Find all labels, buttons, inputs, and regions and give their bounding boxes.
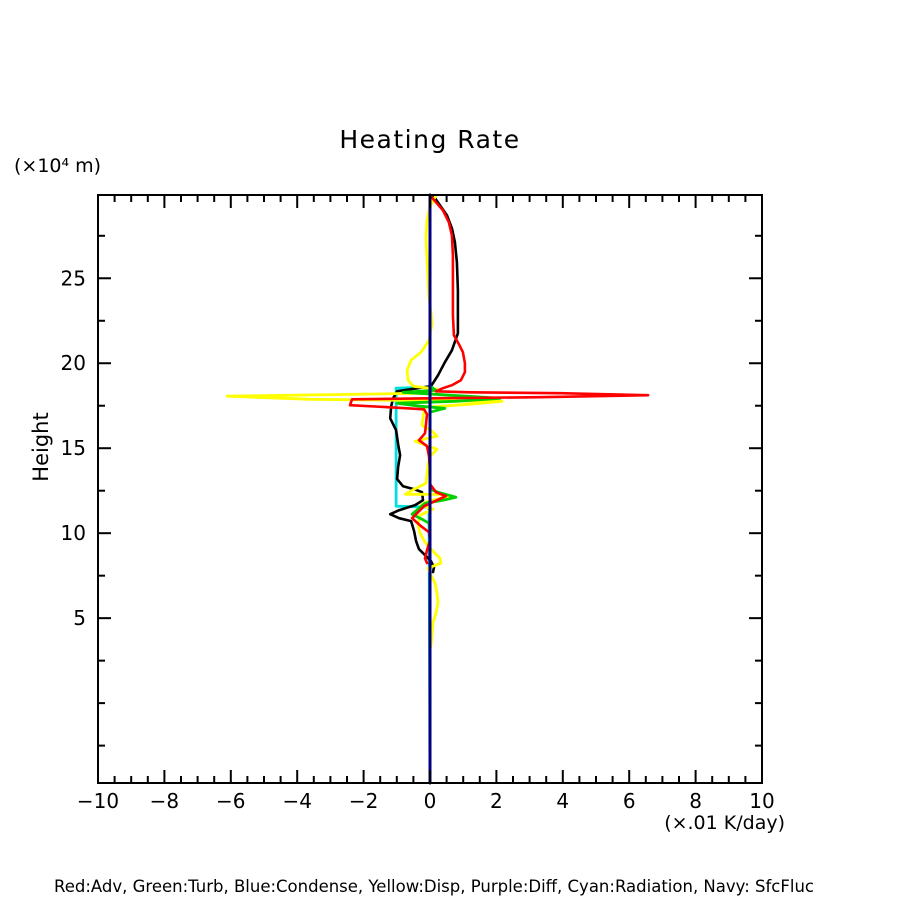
y-tick-label: 20 <box>60 351 86 376</box>
x-tick-label: 0 <box>423 789 437 813</box>
x-tick-label: 4 <box>556 789 570 813</box>
series-black <box>390 195 458 572</box>
x-tick-label: 10 <box>749 789 775 813</box>
x-axis-unit-label: (×.01 K/day) <box>664 812 785 834</box>
y-tick-label: 15 <box>60 436 86 461</box>
y-axis-label: Height <box>29 412 53 482</box>
y-axis-unit-label: (×10⁴ m) <box>14 155 102 177</box>
series-adv <box>350 195 648 563</box>
series-layer <box>227 195 648 783</box>
x-tick-label: −4 <box>282 789 312 813</box>
x-tick-label: 2 <box>490 789 503 813</box>
chart-title: Heating Rate <box>339 125 521 154</box>
x-tick-label: 6 <box>622 789 636 813</box>
y-tick-label: 25 <box>60 266 86 291</box>
axis-tick-labels <box>61 266 775 813</box>
x-tick-label: −8 <box>149 789 180 813</box>
x-tick-label: 8 <box>689 789 702 813</box>
x-tick-label: −10 <box>76 789 120 813</box>
series-disp <box>227 195 502 646</box>
legend-line: Red:Adv, Green:Turb, Blue:Condense, Yellow:Disp, Purple:Diff, Cyan:Radiation, Navy: SfcFluc <box>54 877 814 896</box>
x-tick-label: −2 <box>348 789 379 813</box>
x-tick-label: −6 <box>216 789 246 813</box>
y-tick-label: 10 <box>60 521 86 546</box>
y-tick-label: 5 <box>73 606 86 631</box>
